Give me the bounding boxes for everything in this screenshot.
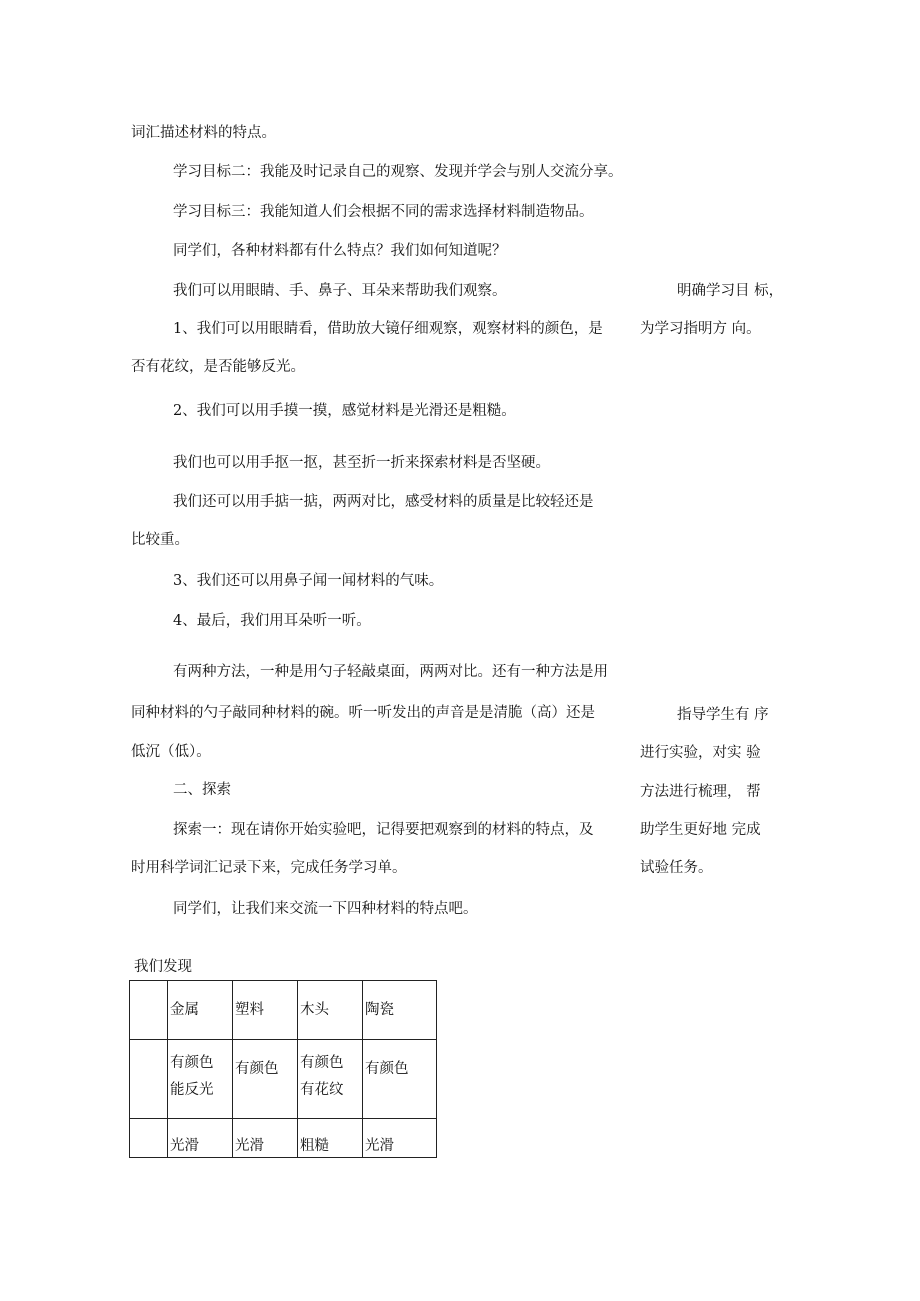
learning-goal-3: 学习目标三：我能知道人们会根据不同的需求选择材料制造物品。 [173, 204, 594, 220]
side-note-2-line-4: 助学生更好地 完成 [640, 822, 761, 838]
row1-cell-metal [168, 1040, 233, 1119]
header-cell-metal: 金属 [168, 981, 233, 1040]
learning-goal-2: 学习目标二：我能及时记录自己的观察、发现并学会与别人交流分享。 [173, 164, 623, 180]
step-2: 2、我们可以用手摸一摸，感觉材料是光滑还是粗糙。 [173, 403, 516, 419]
side-note-1-line-2: 为学习指明方 向。 [640, 321, 761, 337]
cell-text: 有花纹 [300, 1082, 344, 1098]
header-cell-wood: 木头 [298, 981, 363, 1040]
step-3: 3、我们还可以用鼻子闻一闻材料的气味。 [173, 573, 444, 589]
bend-paragraph: 我们也可以用手抠一抠，甚至折一折来探索材料是否坚硬。 [173, 455, 550, 471]
sound-line-1: 有两种方法，一种是用勺子轻敲桌面，两两对比。还有一种方法是用 [173, 664, 608, 680]
sound-line-2: 同种材料的勺子敲同种材料的碗。听一听发出的声音是是清脆（高）还是 [131, 705, 595, 721]
row2-cell-metal: 光滑 [168, 1119, 233, 1158]
step-1-line-1: 1、我们可以用眼睛看，借助放大镜仔细观察，观察材料的颜色，是 [173, 321, 603, 337]
row1-cell-plastic [233, 1040, 298, 1119]
row2-cell-plastic: 光滑 [233, 1119, 298, 1158]
step-1-line-2: 否有花纹，是否能够反光。 [131, 359, 305, 375]
question-heading: 同学们，各种材料都有什么特点？我们如何知道呢？ [173, 243, 507, 259]
side-note-2-line-1: 指导学生有 序 [677, 707, 769, 723]
row2-cell-wood: 粗糙 [298, 1119, 363, 1158]
side-note-2-line-3: 方法进行梳理， 帮 [640, 784, 761, 800]
cell-text: 有颜色 [300, 1055, 344, 1071]
side-note-2-line-5: 试验任务。 [640, 860, 713, 876]
table-row [130, 1040, 437, 1119]
senses-paragraph: 我们可以用眼睛、手、鼻子、耳朵来帮助我们观察。 [173, 283, 507, 299]
header-cell-blank [130, 981, 168, 1040]
cell-text: 有颜色 [235, 1061, 279, 1077]
header-cell-plastic: 塑料 [233, 981, 298, 1040]
sound-line-3: 低沉（低）。 [131, 744, 211, 760]
row1-cell-ceramic [363, 1040, 437, 1119]
row2-cell-ceramic: 光滑 [363, 1119, 437, 1158]
side-note-2-line-2: 进行实验，对实 验 [640, 745, 761, 761]
header-cell-ceramic: 陶瓷 [363, 981, 437, 1040]
explore-line-1: 探索一：现在请你开始实验吧，记得要把观察到的材料的特点，及 [173, 822, 594, 838]
step-4: 4、最后，我们用耳朵听一听。 [173, 613, 371, 629]
weigh-line-1: 我们还可以用手掂一掂，两两对比，感受材料的质量是比较轻还是 [173, 494, 594, 510]
weigh-line-2: 比较重。 [131, 532, 189, 548]
observation-table [129, 980, 437, 1158]
row1-cell-blank [130, 1040, 168, 1119]
cell-text: 有颜色 [365, 1061, 409, 1077]
table-row [130, 1119, 437, 1158]
row2-cell-blank [130, 1119, 168, 1158]
paragraph-intro-end: 词汇描述材料的特点。 [131, 125, 276, 141]
side-note-1-line-1: 明确学习目 标， [677, 283, 784, 299]
table-caption: 我们发现 [134, 959, 192, 975]
explore-line-2: 时用科学词汇记录下来，完成任务学习单。 [131, 860, 407, 876]
cell-text: 有颜色 [170, 1055, 214, 1071]
row1-cell-wood [298, 1040, 363, 1119]
section-2-heading: 二、探索 [173, 782, 231, 798]
cell-text: 能反光 [170, 1082, 214, 1098]
table-header-row [130, 981, 437, 1040]
share-paragraph: 同学们，让我们来交流一下四种材料的特点吧。 [173, 901, 478, 917]
